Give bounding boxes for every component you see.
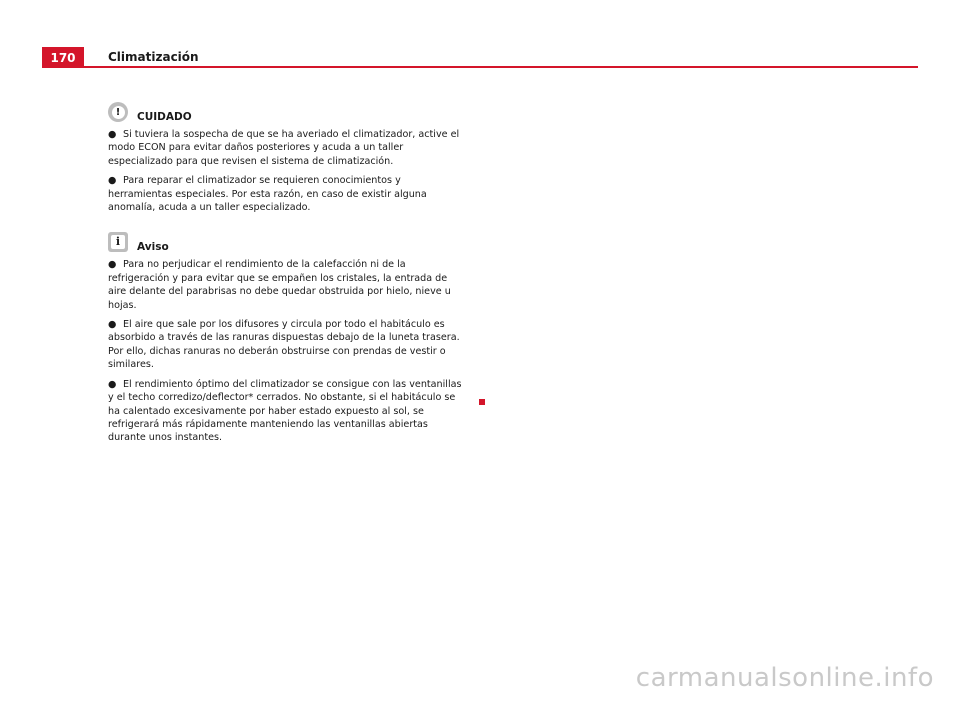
section-title: Climatización <box>108 50 199 64</box>
section-end-marker <box>479 399 485 405</box>
page-number: 170 <box>42 47 84 68</box>
list-item: ● Si tuviera la sospecha de que se ha averiado el climatizador, active el modo ECON para evitar daños posteriores y acuda a un taller especializado para que revisen el sistema de climatización. <box>108 129 460 167</box>
notice-header <box>108 230 464 252</box>
watermark: carmanualsonline.info <box>635 663 934 693</box>
list-item: ● Para reparar el climatizador se requieren conocimientos y herramientas especiales. Por esta razón, en caso de existir alguna anomalía, acuda a un taller especializado. <box>108 175 427 214</box>
bullet: ● <box>108 259 117 271</box>
caution-title: CUIDADO <box>137 111 192 123</box>
bullet: ● <box>108 129 117 140</box>
list-item: ● El aire que sale por los difusores y circula por todo el habitáculo es absorbido a través de las ranuras dispuestas debajo de la luneta trasera. Por ello, dichas ranuras no deberán obstruirse con prendas de vestir o similares. <box>108 319 460 371</box>
bullet: ● <box>108 175 117 187</box>
exclamation-circle-icon: ! <box>108 102 128 122</box>
caution-list <box>108 128 464 214</box>
info-icon: i <box>108 232 128 252</box>
bullet: ● <box>108 378 117 390</box>
list-item: ● El rendimiento óptimo del climatizador se consigue con las ventanillas y el techo corredizo/deflector* cerrados. No obstante, si el habitáculo se ha calentado excesivamente por haber estado expuesto al sol, se refrigerará más rápidamente manteniendo las ventanillas abiertas durante unos instantes. <box>108 378 462 444</box>
caution-header <box>108 100 464 122</box>
notice-title: Aviso <box>137 241 169 254</box>
notice-list <box>108 258 464 444</box>
header-rule <box>42 66 918 68</box>
bullet: ● <box>108 319 117 331</box>
page-content <box>108 100 464 451</box>
list-item: ● Para no perjudicar el rendimiento de la calefacción ni de la refrigeración y para evitar que se empañen los cristales, la entrada de aire delante del parabrisas no debe quedar obstruida por hielo, nieve u hojas. <box>108 259 451 311</box>
